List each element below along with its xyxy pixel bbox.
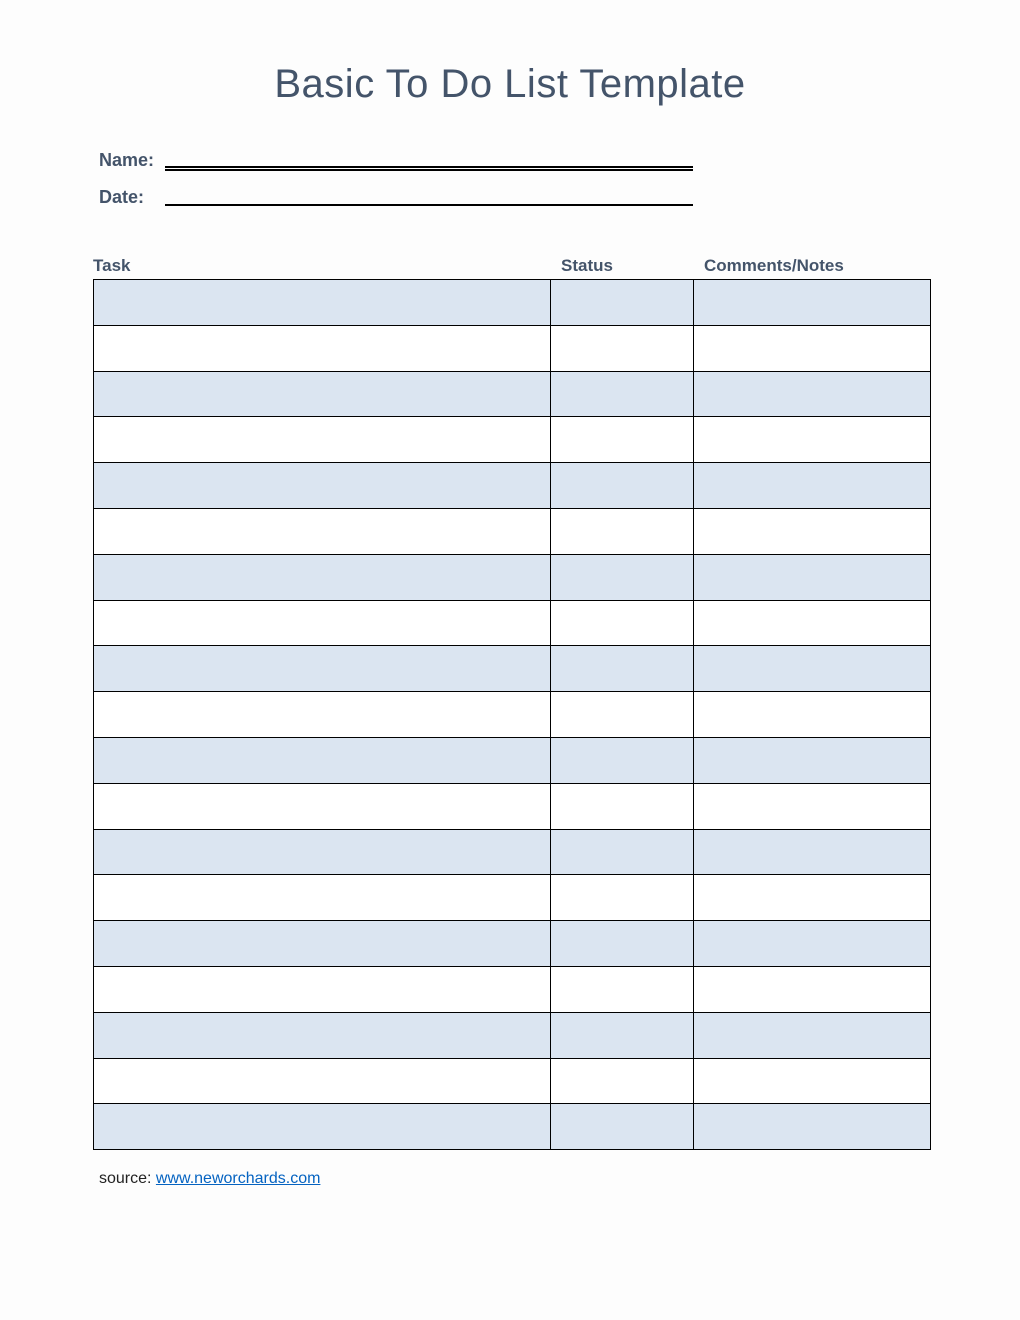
table-row: [94, 1104, 931, 1150]
cell-comments: [694, 463, 931, 509]
cell-task: [94, 921, 551, 967]
todo-table-section: [93, 256, 930, 1150]
cell-status: [551, 783, 694, 829]
cell-status: [551, 875, 694, 921]
table-row: [94, 600, 931, 646]
cell-comments: [694, 554, 931, 600]
name-field-row: [99, 143, 693, 171]
table-row: [94, 280, 931, 326]
cell-comments: [694, 692, 931, 738]
table-row: [94, 829, 931, 875]
cell-task: [94, 692, 551, 738]
cell-status: [551, 554, 694, 600]
cell-status: [551, 921, 694, 967]
table-row: [94, 737, 931, 783]
date-input-line: [165, 184, 693, 206]
table-row: [94, 966, 931, 1012]
column-header-status: Status: [561, 256, 613, 275]
cell-comments: [694, 1058, 931, 1104]
cell-status: [551, 1058, 694, 1104]
name-label: Name:: [99, 150, 155, 170]
cell-status: [551, 692, 694, 738]
cell-task: [94, 417, 551, 463]
cell-comments: [694, 921, 931, 967]
cell-status: [551, 966, 694, 1012]
cell-status: [551, 417, 694, 463]
cell-status: [551, 737, 694, 783]
cell-comments: [694, 325, 931, 371]
table-row: [94, 508, 931, 554]
cell-comments: [694, 280, 931, 326]
cell-comments: [694, 1104, 931, 1150]
cell-comments: [694, 737, 931, 783]
cell-comments: [694, 829, 931, 875]
cell-comments: [694, 1012, 931, 1058]
table-row: [94, 463, 931, 509]
cell-comments: [694, 783, 931, 829]
fields-block: [99, 143, 693, 208]
cell-comments: [694, 417, 931, 463]
table-row: [94, 1012, 931, 1058]
cell-task: [94, 280, 551, 326]
table-row: [94, 646, 931, 692]
todo-table: [93, 279, 931, 1150]
source-link[interactable]: www.neworchards.com: [155, 1170, 321, 1188]
cell-status: [551, 1104, 694, 1150]
column-headers: [93, 256, 930, 276]
cell-comments: [694, 508, 931, 554]
column-header-task: Task: [93, 256, 131, 275]
cell-task: [94, 1058, 551, 1104]
date-field-row: [99, 180, 693, 208]
cell-comments: [694, 371, 931, 417]
cell-task: [94, 646, 551, 692]
cell-status: [551, 600, 694, 646]
name-input-line: [165, 149, 693, 171]
cell-task: [94, 371, 551, 417]
cell-status: [551, 280, 694, 326]
table-row: [94, 1058, 931, 1104]
column-header-comments: Comments/Notes: [704, 256, 844, 275]
table-row: [94, 371, 931, 417]
cell-task: [94, 325, 551, 371]
cell-comments: [694, 875, 931, 921]
cell-status: [551, 646, 694, 692]
table-row: [94, 783, 931, 829]
cell-comments: [694, 646, 931, 692]
cell-task: [94, 966, 551, 1012]
cell-task: [94, 554, 551, 600]
cell-task: [94, 829, 551, 875]
todo-table-body: [94, 280, 931, 1150]
table-row: [94, 554, 931, 600]
cell-status: [551, 325, 694, 371]
table-row: [94, 875, 931, 921]
cell-task: [94, 463, 551, 509]
cell-task: [94, 1012, 551, 1058]
cell-task: [94, 508, 551, 554]
cell-status: [551, 508, 694, 554]
cell-comments: [694, 966, 931, 1012]
cell-status: [551, 1012, 694, 1058]
cell-status: [551, 829, 694, 875]
cell-status: [551, 371, 694, 417]
cell-task: [94, 600, 551, 646]
page-title: Basic To Do List Template: [274, 62, 746, 106]
table-row: [94, 417, 931, 463]
cell-task: [94, 783, 551, 829]
date-label: Date:: [99, 187, 145, 207]
table-row: [94, 921, 931, 967]
table-row: [94, 692, 931, 738]
source-label: source:: [99, 1170, 152, 1188]
cell-comments: [694, 600, 931, 646]
cell-task: [94, 875, 551, 921]
source-line: [99, 1170, 1020, 1188]
cell-task: [94, 737, 551, 783]
cell-status: [551, 463, 694, 509]
table-row: [94, 325, 931, 371]
cell-task: [94, 1104, 551, 1150]
